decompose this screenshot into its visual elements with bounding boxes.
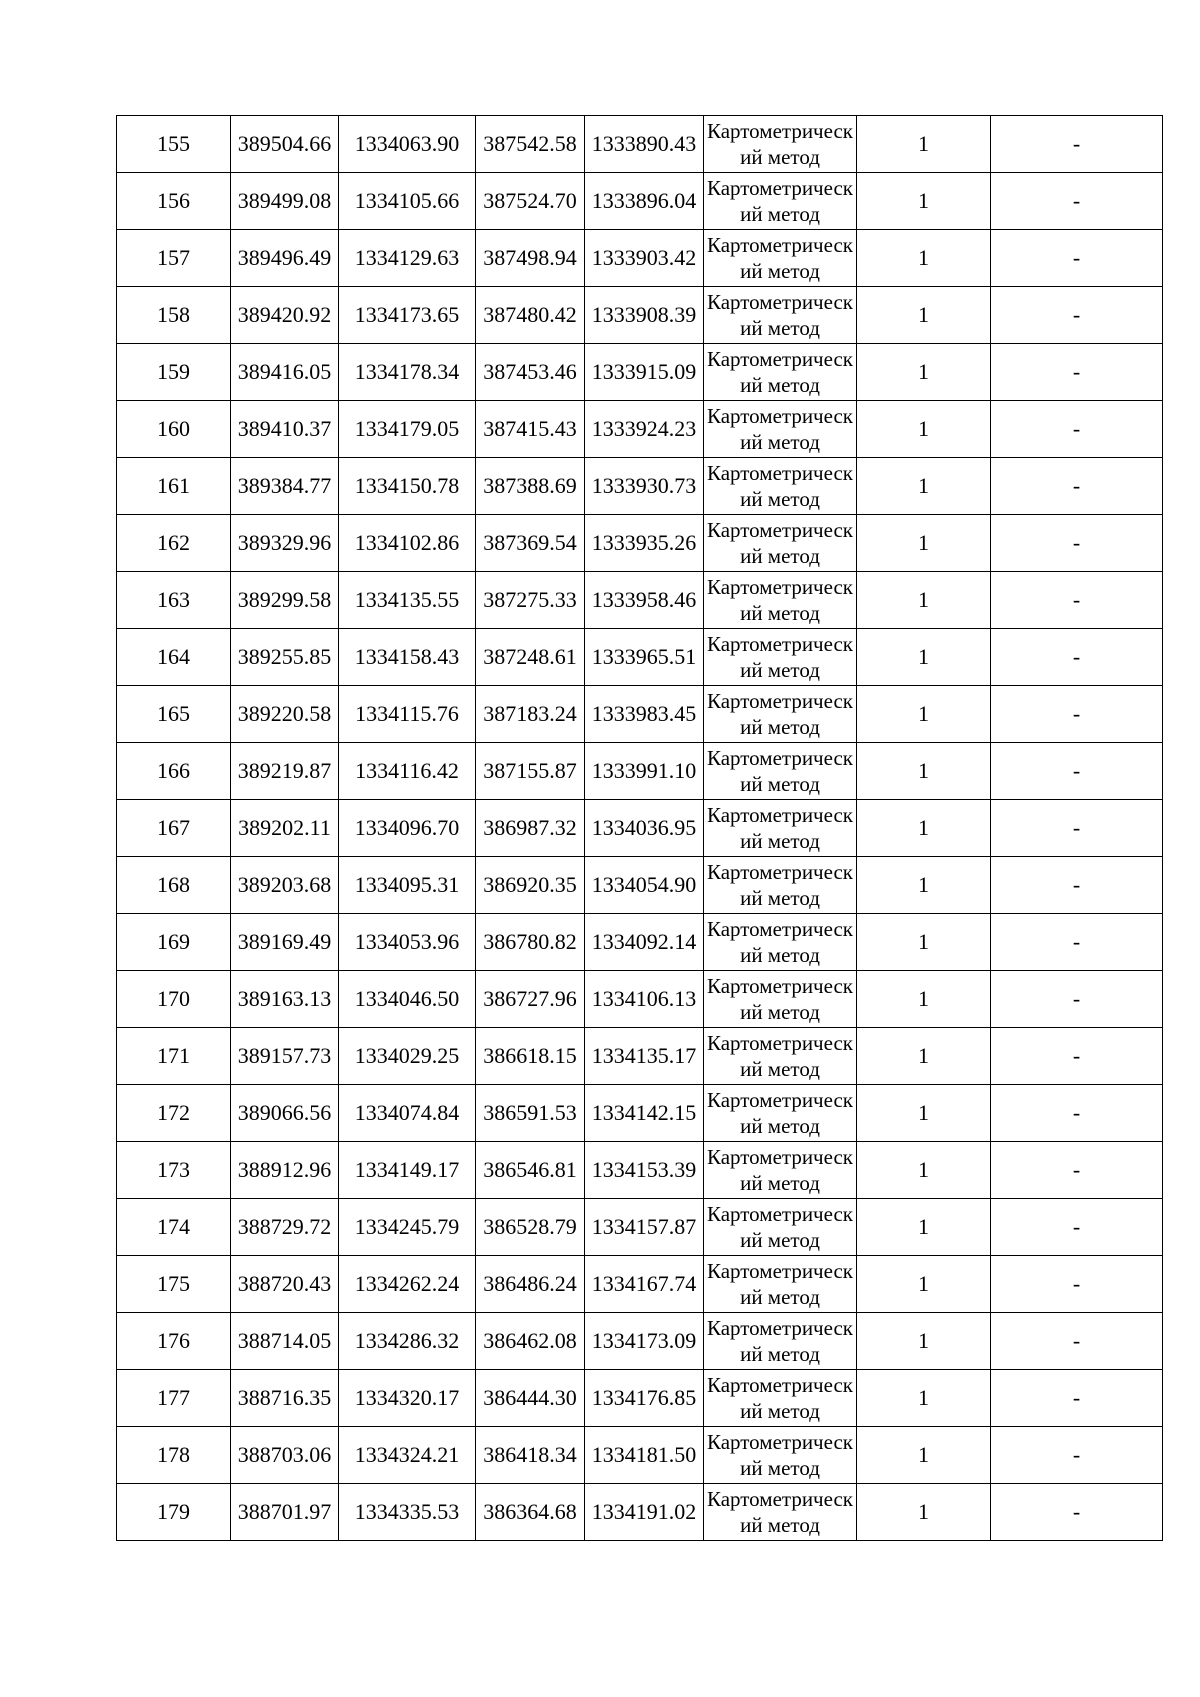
x-coordinate-new-cell: 387524.70 bbox=[476, 173, 585, 230]
x-coordinate-new-cell: 386418.34 bbox=[476, 1427, 585, 1484]
y-coordinate-cell: 1334129.63 bbox=[339, 230, 476, 287]
y-coordinate-cell: 1334286.32 bbox=[339, 1313, 476, 1370]
x-coordinate-cell: 389203.68 bbox=[231, 857, 339, 914]
x-coordinate-new-cell: 386462.08 bbox=[476, 1313, 585, 1370]
y-coordinate-new-cell: 1334181.50 bbox=[585, 1427, 704, 1484]
point-number-cell: 159 bbox=[117, 344, 231, 401]
x-coordinate-cell: 389169.49 bbox=[231, 914, 339, 971]
x-coordinate-cell: 389202.11 bbox=[231, 800, 339, 857]
accuracy-cell: 1 bbox=[857, 1028, 991, 1085]
accuracy-cell: 1 bbox=[857, 401, 991, 458]
note-cell: - bbox=[991, 1142, 1163, 1199]
note-cell: - bbox=[991, 1313, 1163, 1370]
y-coordinate-cell: 1334046.50 bbox=[339, 971, 476, 1028]
x-coordinate-new-cell: 387498.94 bbox=[476, 230, 585, 287]
point-number-cell: 156 bbox=[117, 173, 231, 230]
x-coordinate-cell: 388703.06 bbox=[231, 1427, 339, 1484]
x-coordinate-new-cell: 386528.79 bbox=[476, 1199, 585, 1256]
y-coordinate-new-cell: 1333935.26 bbox=[585, 515, 704, 572]
method-cell: Картометрический метод bbox=[704, 458, 857, 515]
table-row bbox=[117, 1484, 1163, 1541]
accuracy-cell: 1 bbox=[857, 572, 991, 629]
point-number-cell: 176 bbox=[117, 1313, 231, 1370]
note-cell: - bbox=[991, 857, 1163, 914]
y-coordinate-cell: 1334262.24 bbox=[339, 1256, 476, 1313]
y-coordinate-new-cell: 1334092.14 bbox=[585, 914, 704, 971]
table-row bbox=[117, 914, 1163, 971]
x-coordinate-new-cell: 386546.81 bbox=[476, 1142, 585, 1199]
x-coordinate-cell: 389504.66 bbox=[231, 116, 339, 173]
accuracy-cell: 1 bbox=[857, 1370, 991, 1427]
accuracy-cell: 1 bbox=[857, 1142, 991, 1199]
table-row bbox=[117, 857, 1163, 914]
method-cell: Картометрический метод bbox=[704, 572, 857, 629]
y-coordinate-cell: 1334105.66 bbox=[339, 173, 476, 230]
note-cell: - bbox=[991, 686, 1163, 743]
note-cell: - bbox=[991, 401, 1163, 458]
x-coordinate-new-cell: 386618.15 bbox=[476, 1028, 585, 1085]
x-coordinate-new-cell: 387183.24 bbox=[476, 686, 585, 743]
y-coordinate-cell: 1334150.78 bbox=[339, 458, 476, 515]
y-coordinate-new-cell: 1333924.23 bbox=[585, 401, 704, 458]
table-row bbox=[117, 344, 1163, 401]
method-cell: Картометрический метод bbox=[704, 857, 857, 914]
x-coordinate-cell: 389416.05 bbox=[231, 344, 339, 401]
x-coordinate-cell: 389299.58 bbox=[231, 572, 339, 629]
method-cell: Картометрический метод bbox=[704, 1256, 857, 1313]
method-cell: Картометрический метод bbox=[704, 515, 857, 572]
x-coordinate-cell: 389384.77 bbox=[231, 458, 339, 515]
table-row bbox=[117, 1370, 1163, 1427]
point-number-cell: 160 bbox=[117, 401, 231, 458]
accuracy-cell: 1 bbox=[857, 629, 991, 686]
x-coordinate-cell: 389157.73 bbox=[231, 1028, 339, 1085]
y-coordinate-cell: 1334063.90 bbox=[339, 116, 476, 173]
method-cell: Картометрический метод bbox=[704, 743, 857, 800]
y-coordinate-cell: 1334178.34 bbox=[339, 344, 476, 401]
note-cell: - bbox=[991, 971, 1163, 1028]
point-number-cell: 174 bbox=[117, 1199, 231, 1256]
y-coordinate-new-cell: 1334106.13 bbox=[585, 971, 704, 1028]
table-row bbox=[117, 971, 1163, 1028]
y-coordinate-new-cell: 1333903.42 bbox=[585, 230, 704, 287]
x-coordinate-cell: 388912.96 bbox=[231, 1142, 339, 1199]
point-number-cell: 164 bbox=[117, 629, 231, 686]
y-coordinate-new-cell: 1333983.45 bbox=[585, 686, 704, 743]
point-number-cell: 158 bbox=[117, 287, 231, 344]
y-coordinate-new-cell: 1334176.85 bbox=[585, 1370, 704, 1427]
method-cell: Картометрический метод bbox=[704, 629, 857, 686]
y-coordinate-new-cell: 1334153.39 bbox=[585, 1142, 704, 1199]
y-coordinate-cell: 1334029.25 bbox=[339, 1028, 476, 1085]
y-coordinate-new-cell: 1333908.39 bbox=[585, 287, 704, 344]
note-cell: - bbox=[991, 914, 1163, 971]
table-row bbox=[117, 116, 1163, 173]
x-coordinate-cell: 389220.58 bbox=[231, 686, 339, 743]
accuracy-cell: 1 bbox=[857, 857, 991, 914]
accuracy-cell: 1 bbox=[857, 743, 991, 800]
y-coordinate-cell: 1334173.65 bbox=[339, 287, 476, 344]
accuracy-cell: 1 bbox=[857, 173, 991, 230]
y-coordinate-new-cell: 1334135.17 bbox=[585, 1028, 704, 1085]
y-coordinate-new-cell: 1334167.74 bbox=[585, 1256, 704, 1313]
note-cell: - bbox=[991, 629, 1163, 686]
point-number-cell: 171 bbox=[117, 1028, 231, 1085]
point-number-cell: 162 bbox=[117, 515, 231, 572]
x-coordinate-cell: 389163.13 bbox=[231, 971, 339, 1028]
point-number-cell: 177 bbox=[117, 1370, 231, 1427]
point-number-cell: 175 bbox=[117, 1256, 231, 1313]
note-cell: - bbox=[991, 1028, 1163, 1085]
note-cell: - bbox=[991, 1370, 1163, 1427]
table-row bbox=[117, 230, 1163, 287]
accuracy-cell: 1 bbox=[857, 230, 991, 287]
table-row bbox=[117, 743, 1163, 800]
point-number-cell: 169 bbox=[117, 914, 231, 971]
method-cell: Картометрический метод bbox=[704, 1199, 857, 1256]
note-cell: - bbox=[991, 1256, 1163, 1313]
x-coordinate-new-cell: 387155.87 bbox=[476, 743, 585, 800]
accuracy-cell: 1 bbox=[857, 1199, 991, 1256]
x-coordinate-new-cell: 387369.54 bbox=[476, 515, 585, 572]
y-coordinate-new-cell: 1333958.46 bbox=[585, 572, 704, 629]
point-number-cell: 179 bbox=[117, 1484, 231, 1541]
note-cell: - bbox=[991, 1484, 1163, 1541]
table-row bbox=[117, 1199, 1163, 1256]
x-coordinate-new-cell: 386444.30 bbox=[476, 1370, 585, 1427]
y-coordinate-new-cell: 1333915.09 bbox=[585, 344, 704, 401]
method-cell: Картометрический метод bbox=[704, 116, 857, 173]
table-row bbox=[117, 686, 1163, 743]
x-coordinate-cell: 389499.08 bbox=[231, 173, 339, 230]
note-cell: - bbox=[991, 287, 1163, 344]
y-coordinate-cell: 1334149.17 bbox=[339, 1142, 476, 1199]
point-number-cell: 167 bbox=[117, 800, 231, 857]
table-row bbox=[117, 1142, 1163, 1199]
note-cell: - bbox=[991, 230, 1163, 287]
method-cell: Картометрический метод bbox=[704, 1028, 857, 1085]
x-coordinate-cell: 388701.97 bbox=[231, 1484, 339, 1541]
point-number-cell: 165 bbox=[117, 686, 231, 743]
y-coordinate-cell: 1334053.96 bbox=[339, 914, 476, 971]
y-coordinate-cell: 1334245.79 bbox=[339, 1199, 476, 1256]
point-number-cell: 155 bbox=[117, 116, 231, 173]
x-coordinate-new-cell: 387388.69 bbox=[476, 458, 585, 515]
method-cell: Картометрический метод bbox=[704, 971, 857, 1028]
y-coordinate-new-cell: 1334191.02 bbox=[585, 1484, 704, 1541]
method-cell: Картометрический метод bbox=[704, 230, 857, 287]
accuracy-cell: 1 bbox=[857, 914, 991, 971]
note-cell: - bbox=[991, 1199, 1163, 1256]
table-row bbox=[117, 173, 1163, 230]
accuracy-cell: 1 bbox=[857, 1484, 991, 1541]
method-cell: Картометрический метод bbox=[704, 344, 857, 401]
table-row bbox=[117, 458, 1163, 515]
point-number-cell: 178 bbox=[117, 1427, 231, 1484]
x-coordinate-cell: 389066.56 bbox=[231, 1085, 339, 1142]
y-coordinate-new-cell: 1334054.90 bbox=[585, 857, 704, 914]
x-coordinate-cell: 388714.05 bbox=[231, 1313, 339, 1370]
x-coordinate-new-cell: 386987.32 bbox=[476, 800, 585, 857]
point-number-cell: 170 bbox=[117, 971, 231, 1028]
coordinates-table bbox=[116, 115, 1163, 1541]
table-row bbox=[117, 515, 1163, 572]
note-cell: - bbox=[991, 344, 1163, 401]
note-cell: - bbox=[991, 116, 1163, 173]
y-coordinate-cell: 1334135.55 bbox=[339, 572, 476, 629]
accuracy-cell: 1 bbox=[857, 800, 991, 857]
accuracy-cell: 1 bbox=[857, 971, 991, 1028]
x-coordinate-new-cell: 387275.33 bbox=[476, 572, 585, 629]
table-row bbox=[117, 1313, 1163, 1370]
y-coordinate-new-cell: 1334157.87 bbox=[585, 1199, 704, 1256]
y-coordinate-new-cell: 1334142.15 bbox=[585, 1085, 704, 1142]
y-coordinate-new-cell: 1333991.10 bbox=[585, 743, 704, 800]
y-coordinate-cell: 1334074.84 bbox=[339, 1085, 476, 1142]
table-row bbox=[117, 800, 1163, 857]
y-coordinate-new-cell: 1333965.51 bbox=[585, 629, 704, 686]
accuracy-cell: 1 bbox=[857, 1085, 991, 1142]
x-coordinate-cell: 389496.49 bbox=[231, 230, 339, 287]
note-cell: - bbox=[991, 743, 1163, 800]
y-coordinate-cell: 1334116.42 bbox=[339, 743, 476, 800]
point-number-cell: 168 bbox=[117, 857, 231, 914]
method-cell: Картометрический метод bbox=[704, 914, 857, 971]
method-cell: Картометрический метод bbox=[704, 401, 857, 458]
accuracy-cell: 1 bbox=[857, 344, 991, 401]
y-coordinate-cell: 1334095.31 bbox=[339, 857, 476, 914]
x-coordinate-new-cell: 387248.61 bbox=[476, 629, 585, 686]
y-coordinate-new-cell: 1333930.73 bbox=[585, 458, 704, 515]
y-coordinate-cell: 1334320.17 bbox=[339, 1370, 476, 1427]
y-coordinate-new-cell: 1333890.43 bbox=[585, 116, 704, 173]
x-coordinate-new-cell: 387453.46 bbox=[476, 344, 585, 401]
note-cell: - bbox=[991, 1427, 1163, 1484]
y-coordinate-cell: 1334096.70 bbox=[339, 800, 476, 857]
x-coordinate-new-cell: 386364.68 bbox=[476, 1484, 585, 1541]
accuracy-cell: 1 bbox=[857, 116, 991, 173]
x-coordinate-cell: 389219.87 bbox=[231, 743, 339, 800]
method-cell: Картометрический метод bbox=[704, 800, 857, 857]
accuracy-cell: 1 bbox=[857, 1313, 991, 1370]
method-cell: Картометрический метод bbox=[704, 1085, 857, 1142]
note-cell: - bbox=[991, 800, 1163, 857]
table-row bbox=[117, 1427, 1163, 1484]
table-row bbox=[117, 572, 1163, 629]
x-coordinate-cell: 388729.72 bbox=[231, 1199, 339, 1256]
x-coordinate-new-cell: 386780.82 bbox=[476, 914, 585, 971]
table-row bbox=[117, 1085, 1163, 1142]
accuracy-cell: 1 bbox=[857, 287, 991, 344]
table-row bbox=[117, 1028, 1163, 1085]
note-cell: - bbox=[991, 458, 1163, 515]
x-coordinate-new-cell: 386920.35 bbox=[476, 857, 585, 914]
x-coordinate-new-cell: 387542.58 bbox=[476, 116, 585, 173]
method-cell: Картометрический метод bbox=[704, 287, 857, 344]
x-coordinate-cell: 389329.96 bbox=[231, 515, 339, 572]
accuracy-cell: 1 bbox=[857, 458, 991, 515]
table-row bbox=[117, 629, 1163, 686]
point-number-cell: 157 bbox=[117, 230, 231, 287]
note-cell: - bbox=[991, 572, 1163, 629]
accuracy-cell: 1 bbox=[857, 1427, 991, 1484]
x-coordinate-new-cell: 386486.24 bbox=[476, 1256, 585, 1313]
point-number-cell: 173 bbox=[117, 1142, 231, 1199]
accuracy-cell: 1 bbox=[857, 1256, 991, 1313]
x-coordinate-cell: 389255.85 bbox=[231, 629, 339, 686]
y-coordinate-cell: 1334179.05 bbox=[339, 401, 476, 458]
y-coordinate-cell: 1334158.43 bbox=[339, 629, 476, 686]
accuracy-cell: 1 bbox=[857, 515, 991, 572]
method-cell: Картометрический метод bbox=[704, 1370, 857, 1427]
point-number-cell: 163 bbox=[117, 572, 231, 629]
y-coordinate-new-cell: 1333896.04 bbox=[585, 173, 704, 230]
point-number-cell: 161 bbox=[117, 458, 231, 515]
method-cell: Картометрический метод bbox=[704, 1142, 857, 1199]
method-cell: Картометрический метод bbox=[704, 686, 857, 743]
x-coordinate-cell: 389410.37 bbox=[231, 401, 339, 458]
note-cell: - bbox=[991, 173, 1163, 230]
x-coordinate-new-cell: 386591.53 bbox=[476, 1085, 585, 1142]
x-coordinate-cell: 388720.43 bbox=[231, 1256, 339, 1313]
x-coordinate-new-cell: 387480.42 bbox=[476, 287, 585, 344]
method-cell: Картометрический метод bbox=[704, 1484, 857, 1541]
table-body bbox=[117, 116, 1163, 1541]
point-number-cell: 172 bbox=[117, 1085, 231, 1142]
y-coordinate-new-cell: 1334173.09 bbox=[585, 1313, 704, 1370]
point-number-cell: 166 bbox=[117, 743, 231, 800]
x-coordinate-cell: 388716.35 bbox=[231, 1370, 339, 1427]
method-cell: Картометрический метод bbox=[704, 173, 857, 230]
table-row bbox=[117, 1256, 1163, 1313]
y-coordinate-new-cell: 1334036.95 bbox=[585, 800, 704, 857]
y-coordinate-cell: 1334102.86 bbox=[339, 515, 476, 572]
note-cell: - bbox=[991, 515, 1163, 572]
y-coordinate-cell: 1334335.53 bbox=[339, 1484, 476, 1541]
y-coordinate-cell: 1334324.21 bbox=[339, 1427, 476, 1484]
x-coordinate-new-cell: 386727.96 bbox=[476, 971, 585, 1028]
note-cell: - bbox=[991, 1085, 1163, 1142]
accuracy-cell: 1 bbox=[857, 686, 991, 743]
method-cell: Картометрический метод bbox=[704, 1313, 857, 1370]
x-coordinate-new-cell: 387415.43 bbox=[476, 401, 585, 458]
table-row bbox=[117, 401, 1163, 458]
x-coordinate-cell: 389420.92 bbox=[231, 287, 339, 344]
y-coordinate-cell: 1334115.76 bbox=[339, 686, 476, 743]
table-row bbox=[117, 287, 1163, 344]
method-cell: Картометрический метод bbox=[704, 1427, 857, 1484]
